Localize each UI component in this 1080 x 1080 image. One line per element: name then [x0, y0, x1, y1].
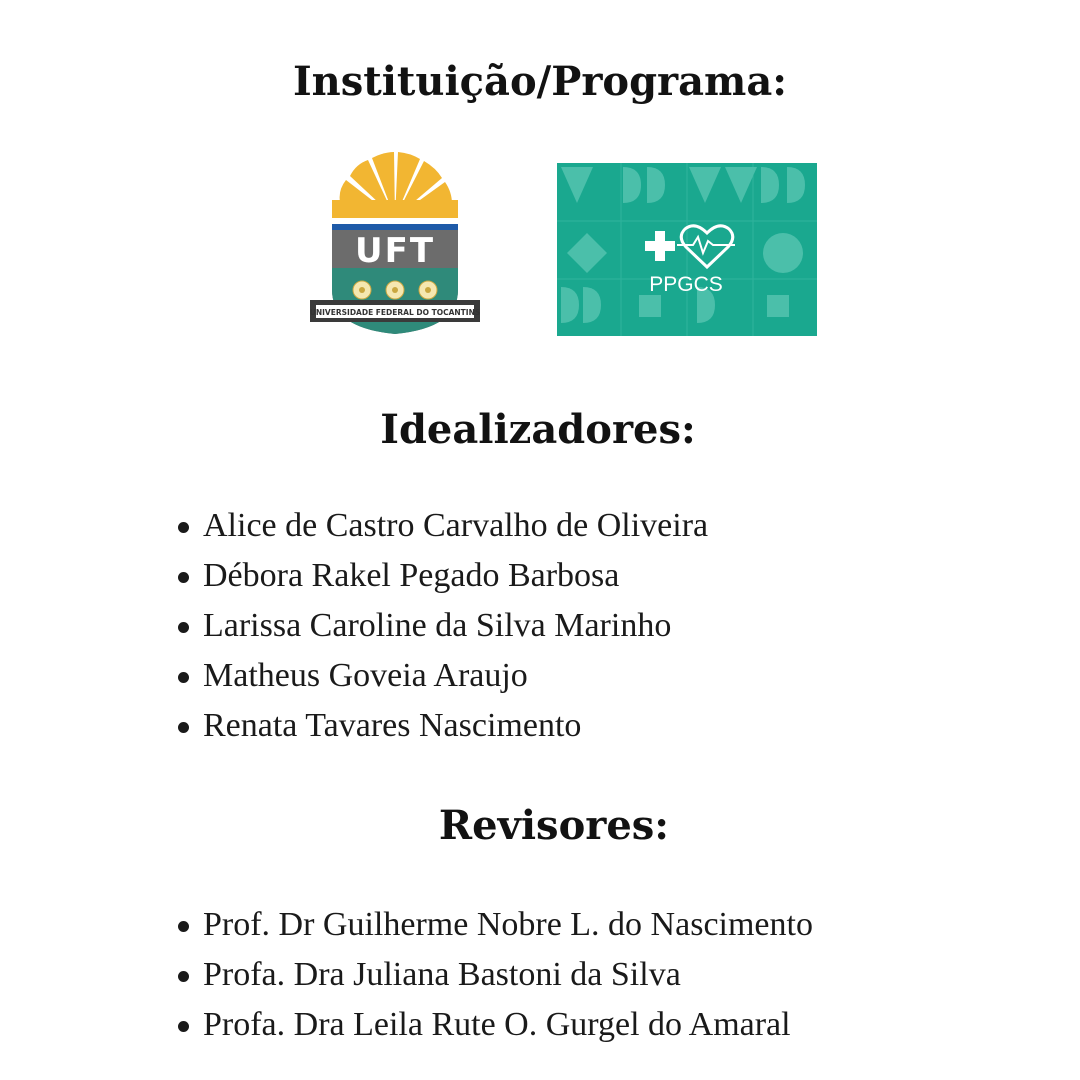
bullet-icon: [178, 722, 189, 733]
bullet-icon: [178, 1021, 189, 1032]
creator-name: Renata Tavares Nascimento: [203, 707, 582, 744]
reviewer-name: Profa. Dra Juliana Bastoni da Silva: [203, 956, 681, 993]
list-item: [172, 900, 813, 950]
bullet-icon: [178, 971, 189, 982]
bullet-icon: [178, 672, 189, 683]
bullet-icon: [178, 522, 189, 533]
uft-letters: UFT: [354, 231, 436, 271]
creator-name: Débora Rakel Pegado Barbosa: [203, 557, 620, 594]
list-item: [172, 701, 708, 751]
list-item: [172, 950, 813, 1000]
reviewers-list: [172, 900, 813, 1050]
creator-name: Matheus Goveia Araujo: [203, 657, 528, 694]
ppgcs-logo: [557, 163, 817, 336]
institution-heading: Instituição/Programa:: [292, 58, 788, 105]
bullet-icon: [178, 572, 189, 583]
reviewer-name: Prof. Dr Guilherme Nobre L. do Nascimento: [203, 906, 813, 943]
ppgcs-label: PPGCS: [649, 273, 723, 296]
list-item: [172, 1000, 813, 1050]
creators-heading: Idealizadores:: [380, 406, 696, 453]
uft-caption: UNIVERSIDADE FEDERAL DO TOCANTINS: [310, 308, 480, 317]
list-item: [172, 501, 708, 551]
list-item: [172, 651, 708, 701]
reviewers-heading: Revisores:: [438, 802, 670, 849]
creator-name: Alice de Castro Carvalho de Oliveira: [203, 507, 709, 544]
bullet-icon: [178, 622, 189, 633]
reviewer-name: Profa. Dra Leila Rute O. Gurgel do Amaral: [203, 1006, 791, 1043]
bullet-icon: [178, 921, 189, 932]
creator-name: Larissa Caroline da Silva Marinho: [203, 607, 672, 644]
uft-logo: [310, 150, 480, 338]
creators-list: [172, 501, 708, 751]
list-item: [172, 551, 708, 601]
list-item: [172, 601, 708, 651]
